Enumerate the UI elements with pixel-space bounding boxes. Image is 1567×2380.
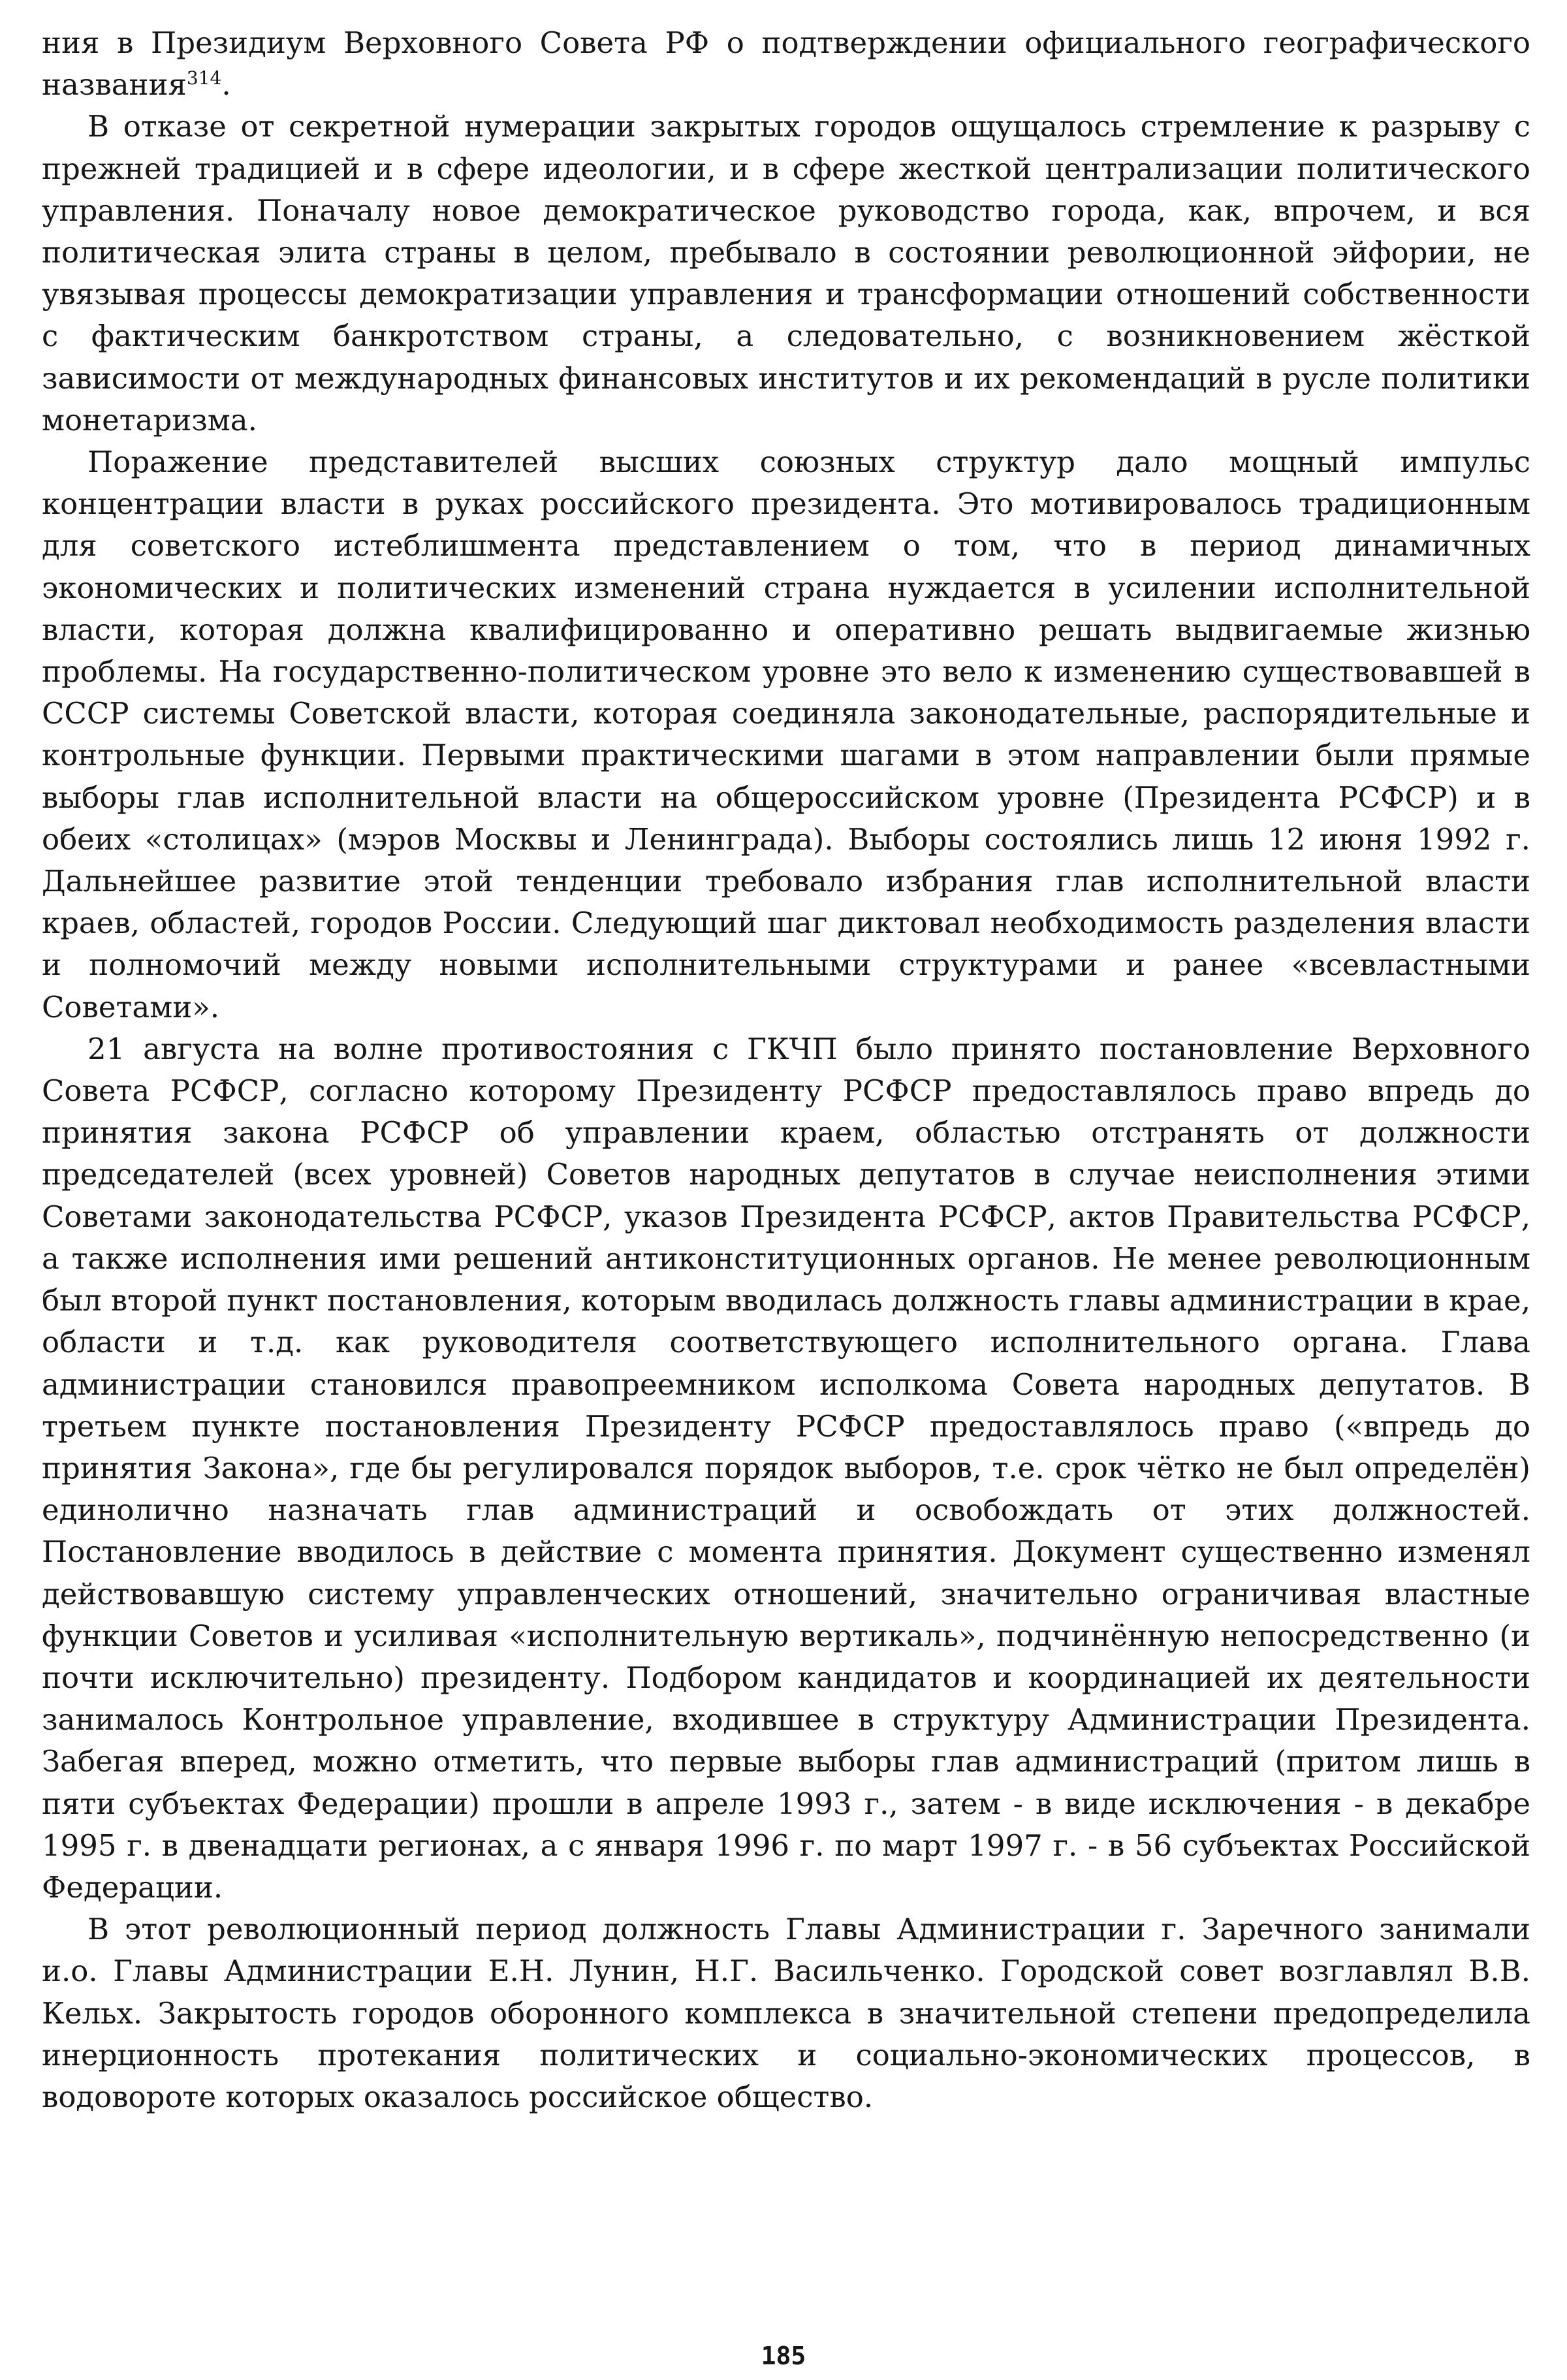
page-number: 185 [761,2341,806,2370]
continued-text-end: . [221,67,231,103]
paragraph: В этот революционный период должность Главы Администрации г. Заречного занимали и.о. Главы Администрации Е.Н. Лунин, Н.Г. Васильченко. Городской совет возглавлял В.В. Кельх. Закрытость городов оборонного комплекса в значительной степени предопределила инерционность протекания политических и социально-экономических процессов, в водовороте которых оказалось российское общество. [42,1912,1530,2114]
continued-text: ния в Президиум Верховного Совета РФ о подтверждении официального географического названия [42,25,1530,103]
paragraph: В отказе от секретной нумерации закрытых городов ощущалось стремление к разрыву с прежней традицией и в сфере идеологии, и в сфере жесткой централизации политического управления. Поначалу новое демократическое руководство города, как, впрочем, и вся политическая элита страны в целом, пребывало в состоянии революционной эйфории, не увязывая процессы демократизации управления и трансформации отношений собственности с фактическим банкротством страны, а следовательно, с возникновением жёсткой зависимости от международных финансовых институтов и их рекомендаций в русле политики монетаризма. [42,109,1530,437]
continued-paragraph [42,22,1530,106]
paragraph: Поражение представителей высших союзных структур дало мощный импульс концентрации власти в руках российского президента. Это мотивировалось традиционным для советского истеблишмента представлением о том, что в период динамичных экономических и политических изменений страна нуждается в усилении исполнительной власти, которая должна квалифицированно и оперативно решать выдвигаемые жизнью проблемы. На государственно-политическом уровне это вело к изменению существовавшей в СССР системы Советской власти, которая соединяла законодательные, распорядительные и контрольные функции. Первыми практическими шагами в этом направлении были прямые выборы глав исполнительной власти на общероссийском уровне (Президента РСФСР) и в обеих «столицах» (мэров Москвы и Ленинграда). Выборы состоялись лишь 12 июня 1992 г. Дальнейшее развитие этой тенденции требовало избрания глав исполнительной власти краев, областей, городов России. Следующий шаг диктовал необходимость разделения власти и полномочий между новыми исполнительными структурами и ранее «всевластными Советами». [42,445,1530,1024]
paragraph: 21 августа на волне противостояния с ГКЧП было принято постановление Верховного Совета РСФСР, согласно которому Президенту РСФСР предоставлялось право впредь до принятия закона РСФСР об управлении краем, областью отстранять от должности председателей (всех уровней) Советов народных депутатов в случае неисполнения этими Советами законодательства РСФСР, указов Президента РСФСР, актов Правительства РСФСР, а также исполнения ими решений антиконституционных органов. Не менее революционным был второй пункт постановления, которым вводилась должность главы администрации в крае, области и т.д. как руководителя соответствующего исполнительного органа. Глава администрации становился правопреемником исполкома Совета народных депутатов. В третьем пункте постановления Президенту РСФСР предоставлялось право («впредь до принятия Закона», где бы регулировался порядок выборов, т.е. срок чётко не был определён) единолично назначать глав администраций и освобождать от этих должностей. Постановление вводилось в действие с момента принятия. Документ существенно изменял действовавшую систему управленческих отношений, значительно ограничивая властные функции Советов и усиливая «исполнительную вертикаль», подчинённую непосредственно (и почти исключительно) президенту. Подбором кандидатов и координацией их деятельности занималось Контрольное управление, входившее в структуру Администрации Президента. Забегая вперед, можно отметить, что первые выборы глав администраций (притом лишь в пяти субъектах Федерации) прошли в апреле 1993 г., затем - в виде исключения - в декабре 1995 г. в двенадцати регионах, а с января 1996 г. по март 1997 г. - в 56 субъектах Российской Федерации. [42,1031,1530,1905]
footnote-reference: 314 [186,67,222,89]
document-body [42,22,1530,2118]
